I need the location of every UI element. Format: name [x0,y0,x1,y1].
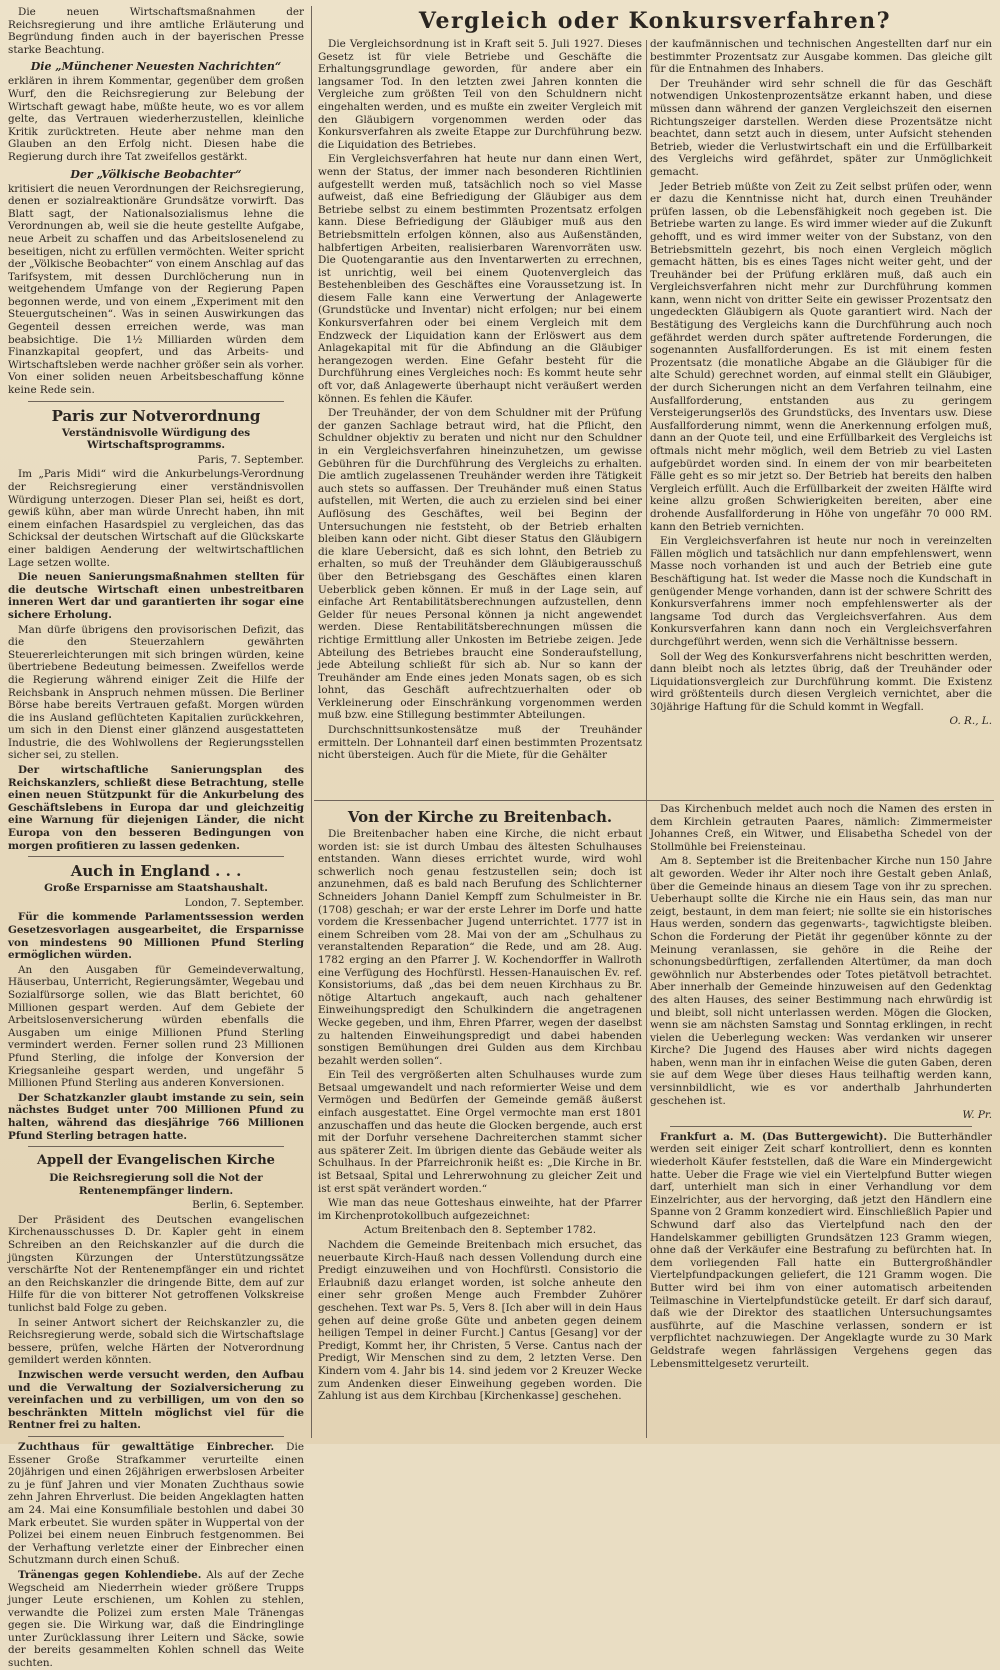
news-item-lead: Zuchthaus für gewalttätige Einbrecher. [18,1440,275,1453]
paris-subheading: Verständnisvolle Würdigung des Wirtschaftsprogramms. [61,426,251,452]
vergleich-paragraph: Der Treuhänder wird sehr schnell die für das Geschäft notwendigen Unkostenprozentsätze erkannt haben, und diese müssen dann während der ganzen Vergleichszeit den eisernen Richtungszeiger darstellen. Werden diese Prozentsätze nicht beachtet, dann setzt auch in diesem, unter Aufsicht stehenden Betrieb, wieder die Verlustwirtschaft ein und die Erfüllbarkeit des Vergleichs wird gefährdet, später zur Unmöglichkeit gemacht. [650,77,992,178]
column-rule [646,40,647,1438]
kirche-actum: Actum Breitenbach den 8. September 1782. [363,1224,597,1237]
vergleich-title-wrap [318,4,992,40]
kirche-paragraph: Am 8. September ist die Breitenbacher Kirche nun 150 Jahre alt geworden. Weder ihr Alter noch ihre Gestalt geben Anlaß, über die Gemeinde hinaus an diesem Tage von ihr zu sprechen. Ueberhaupt sollte die Kirche nie ein Haus sein, das man nur zeigt, bestaunt, in dem man feiert; nie sollte sie ein historisches Haus werden, sondern das gegenwarts-, tagwichtigste bleiben. Schon die Forderung der Pietät ihr gegenüber könnte zu der Meinung veranlassen, sie gehöre in die Reihe der schonungsbedürftigen, zerfallenden Altertümer, da man doch gewöhnlich nur Absterbendes oder Totes pietätvoll betrachtet. Aber innerhalb der Gemeinde hinzuweisen auf den Gedenktag des alten Hauses, des seiner Bestimmung nach ehrwürdig ist und bleibt, soll nicht unterlassen werden. Mögen die Glocken, wenn sie am nächsten Samstag und Sonntag erklingen, in recht vielen die Ueberlegung wecken: Was verdanken wir unserer Kirche? Die Jugend des Hauses aber wird nichts dagegen haben, wenn man ihr in einfachen Weise die guten Gaben, deren sie auf dem Wege über dieses Haus teilhaftig werden kann, versinnbildlicht, wie es vor anderthalb Jahrhunderten geschehen ist. [650,855,992,1107]
paris-dateline: Paris, 7. September. [197,453,304,466]
frankfurt-item [650,1131,992,1370]
news-item-text: Als auf der Zeche Wegscheid am Niederrhein wieder größere Trupps junger Leute erschienen, um Kohlen zu stehlen, verwandte die Polizei zum ersten Male Tränengas gegen sie. Die Wirkung war, daß die Eindringlinge unter Zurücklassung ihrer Leitern und Säcke, sowie der bereits gesammelten Kohlen schnell das Weite suchten. [8,1568,304,1670]
frankfurt-text: Die Butterhändler werden seit einiger Zeit scharf kontrolliert, denn es konnten wiederholt Käufer feststellen, daß die Ware ein Mindergewicht hatte. Ueber die Frage wie viel ein Viertelpfund Butter wiegen darf, unterhielt man sich in einer Verhandlung vor dem Einzelrichter, aus der hervorging, daß jetzt den Händlern eine Spanne von 2 Gramm konzediert wird. Einschließlich Papier und Schwund darf also das Viertelpfund nach den der Handelskammer gebilligten Grundsätzen 123 Gramm wiegen, ohne daß der Verkäufer eine Bestrafung zu befürchten hat. In dem vorliegenden Fall hatte ein Buttergroßhändler Viertelpfundpackungen geliefert, die 121 Gramm wogen. Die Butter wird bei ihm von einer automatisch arbeitenden Teilmaschine in Viertelpfundstücke geteilt. Er darf sich darauf, daß wie der Direktor des staatlichen Untersuchungsamtes ausführte, auf die Maschine verlassen, sondern er ist verpflichtet nachzuwiegen. Der Angeklagte wurde zu 30 Mark Geldstrafe wegen fahrlässigen Vergehens gegen das Lebensmittelgesetz verurteilt. [650,1130,992,1370]
paris-paragraph: Der wirtschaftliche Sanierungsplan des Reichskanzlers, schließt diese Betrachtung, stelle einen neuen Stützpunkt für die Ankurbelung des Geschäftslebens in Europa dar und gleichzeitig eine Warnung für diejenigen Länder, die nicht Europa von den besseren Bedingungen von morgen profitieren zu lassen gedenken. [8,764,304,852]
separator [28,856,284,857]
paris-paragraph: Im „Paris Midi“ wird die Ankurbelungs-Verordnung der Reichsregierung einer verständnisvollen Würdigung unterzogen. Dieser Plan sei, heißt es dort, gewiß kühn, aber man würde Unrecht haben, ihn mit einem einfachen Hasardspiel zu vergleichen, das das Schicksal der deutschen Wirtschaft auf die Glückskarte einer baldigen Aenderung der weltwirtschaftlichen Lage setzen wollte. [8,468,304,569]
frankfurt-lead: Frankfurt a. M. (Das Buttergewicht). [660,1130,888,1143]
vergleich-paragraph: der kaufmännischen und technischen Angestellten darf nur ein bestimmter Prozentsatz zur Ausgabe kommen. Das gleiche gilt für die Entnahmen des Inhabers. [650,38,992,76]
mnn-text: erklären in ihrem Kommentar, gegenüber dem großen Wurf, den die Reichsregierung zur Belebung der Wirtschaft gewagt habe, müßte heute, wo es vor allem gelte, das Vertrauen wiederherzustellen, kleinliche Kritik zurücktreten. Heute aber nehme man den Glauben an den Erfolg nicht. Diesen habe die Regierung durch ihre Tat zweifellos gestärkt. [8,75,304,163]
vb-heading: Der „Völkische Beobachter“ [70,167,242,181]
kirche-column-1 [318,803,642,1438]
vergleich-column-1 [318,38,642,797]
kirche-column-2 [650,803,992,1438]
england-paragraph: An den Ausgaben für Gemeindeverwaltung, Häuserbau, Unterricht, Regierungsämter, Wegebau und Sozialfürsorge sollen, wie das Blatt berichtet, 60 Millionen gespart werden. Auf dem Gebiete der Arbeitslosenversicherung würden ebenfalls die Ausgaben um einige Millionen Pfund Sterling vermindert werden. Ferner sollen rund 23 Millionen Pfund Sterling, die infolge der Konversion der Kriegsanleihe gespart werden, und ungefähr 5 Millionen Pfund Sterling aus anderen Konversionen. [8,963,304,1090]
separator [28,1436,284,1437]
church-appeal-paragraph: Inzwischen werde versucht werden, den Aufbau und die Verwaltung der Sozialversicherung zu vereinfachen und zu verbilligen, um von den so beschränkten Mitteln möglichst viel für die Rentner frei zu halten. [8,1369,304,1432]
left-column [8,6,304,1670]
vb-text: kritisiert die neuen Verordnungen der Reichsregierung, denen er sozialreaktionäre Grundsätze vorwirft. Das Blatt sagt, der Nationalsozialismus lehne die Verordnungen ab, weil sie die heute gestellte Aufgabe, neue Arbeit zu schaffen und das Arbeitslosenelend zu beseitigen, nicht zu erfüllen vermöchten. Weiter spricht der „Völkische Beobachter“ von einem Anschlag auf das Tarifsystem, mit dessen Durchlöcherung nun in weitgehendem Umfange von der Regierung Papen begonnen werde, und von einem „Experiment mit den Steuergutscheinen“. Was in seinen Auswirkungen das Gegenteil dessen erreichen werde, was man beabsichtige. Die 1½ Milliarden würden dem Finanzkapital geopfert, und das Arbeits- und Wirtschaftsleben werde nachher größer sein als vorher. Von einer soliden neuen Arbeitsbeschaffung könne keine Rede sein. [8,182,304,397]
vergleich-paragraph: Soll der Weg des Konkursverfahrens nicht beschritten werden, dann bleibt noch als letztes übrig, daß der Treuhänder oder Liquidationsvergleich zur Durchführung kommt. Die Existenz wird größtenteils durch diesen Vergleich vernichtet, aber die 30jährige Haftung für die Schuld kommt in Wegfall. [650,650,992,713]
church-appeal-dateline: Berlin, 6. September. [192,1199,304,1212]
paris-paragraph: Man dürfe übrigens den provisorischen Defizit, das die den Steuerzahlern gewährten Steuererleichterungen mit sich bringen würden, keine übertriebene Bedeutung beimessen. Zweifellos werde die Regierung während einiger Zeit die Hilfe der Reichsbank in Anspruch nehmen müssen. Die Berliner Börse habe bereits Vertrauen gefaßt. Morgen würden die ins Ausland geflüchteten Kapitalien zurückkehren, um sich in den Dienst einer glänzend ausgestatteten Industrie, die des Wohlwollens der Regierungsstellen sicher sei, zu stellen. [8,623,304,762]
section-rule [314,800,994,801]
separator [28,401,284,402]
separator [28,1146,284,1147]
kirche-paragraph: Die Breitenbacher haben eine Kirche, die nicht erbaut worden ist: sie ist durch Umbau des ältesten Schulhauses entstanden. Wann dieses errichtet wurde, wird wohl schwerlich noch genau festzustellen sein; doch ist anzunehmen, daß es bald nach Berufung des Schlichterner Schneiders Johann Daniel Kempff zum Schulmeister in Br. (1708) geschah; er war der erste Lehrer im Dorfe und hatte vordem die Kressenbacher Jugend unterrichtet. 1777 ist in einem Schreiben vom 28. Mai von der am „Schulhaus zu veranstaltenden Reparation“ die Rede, und am 28. Aug. 1782 erging an den Pfarrer J. W. Kochendorffer in Wallroth eine Verfügung des Hochfürstl. Hessen-Hanauischen Ev. ref. Konsistoriums, daß „das bei dem neuen Kirchhaus zu Br. nötige Altartuch angekauft, auch nach gehaltener Einweihungspredigt den Schulkindern die angetragenen Wecke gegeben, und ihm, Ehren Pfarrer, wegen der daselbst zu haltenden Einweihungspredigt und dabei habenden sonstigen Bemühungen drei Gulden aus dem Kirchbau bezahlt werden sollen“. [318,828,642,1067]
vergleich-signature: O. R., L. [949,715,992,728]
kirche-paragraph: Nachdem die Gemeinde Breitenbach mich ersuchet, das neuerbaute Kirch-Hauß nach dessen Vollendung durch eine Predigt einzuweihen und von Hochfürstl. Consistorio die Erlaubniß dazu erlanget worden, ist solche anheute den einer sehr großen Menge auch Frembder Zuhörer geschehen. Text war Ps. 5, Vers 8. [Ich aber will in dein Haus gehen auf deine große Güte und anbeten gegen deinem heiligen Tempel in deiner Furcht.] Cantus [Gesang] vor der Predigt, Kommt her, ihr Christen, 5 Verse. Cantus nach der Predigt, Wir Menschen sind zu dem, 2 letzten Verse. Den Kindern vom 4. Jahr bis 14. sind jedem vor 2 Kreuzer Wecke zum Andenken dieser Einweihung gegeben worden. Die Zahlung ist aus dem Kirchbau [Kirchenkasse] geschehen. [318,1239,642,1403]
column-rule [311,6,312,1438]
paris-heading: Paris zur Notverordnung [51,406,261,425]
news-item [8,1441,304,1567]
kirche-title: Von der Kirche zu Breitenbach. [347,808,613,826]
kirche-paragraph: Das Kirchenbuch meldet auch noch die Namen des ersten in dem Kirchlein getrauten Paares, nämlich: Zimmermeister Johannes Creß, ein Witwer, und Elisabetha Schedel von der Stollmühle bei Freiensteinau. [650,803,992,853]
church-appeal-subheading: Die Reichsregierung soll die Not der Rentenempfänger lindern. [49,1172,263,1197]
england-paragraph: Für die kommende Parlamentssession werden Gesetzesvorlagen ausgearbeitet, die Ersparnisse von mindestens 90 Millionen Pfund Sterling ermöglichen würden. [8,911,304,962]
england-heading: Auch in England . . . [70,862,242,881]
church-appeal-heading: Appell der Evangelischen Kirche [37,1153,275,1169]
vergleich-paragraph: Der Treuhänder, der von dem Schuldner mit der Prüfung der ganzen Sachlage betraut wird, hat die Pflicht, den Schuldner objektiv zu beraten und nicht nur den Schuldner in ein Vergleichsverfahren hineinzuhetzen, um gewisse Gebühren für die Durchführung des Vergleichs zu erhalten. Die amtlich zugelassenen Treuhänder werden ihre Tätigkeit auch stets so auffassen. Der Treuhänder muß einen Status aufstellen, mit Werten, die auch zu erzielen sind bei einer Auflösung des Geschäftes, weil bei Beginn der Untersuchungen nie feststeht, ob der Betrieb erhalten bleiben kann oder nicht. Gibt dieser Status den Gläubigern die klare Uebersicht, daß es sich lohnt, den Betrieb zu erhalten, so muß der Treuhänder dem Gläubigerausschuß über den Betriebsgang des Geschäftes einen klaren Ueberblick geben können. Er muß in der Lage sein, auf einfache Art Rentabilitätsberechnungen aufzustellen, denn Gelder für neues Personal können ja nicht angewendet werden. Diese Rentabilitätsberechnungen müssen die richtige Ermittlung aller Unkosten im Betriebe zeigen. Jede Abteilung des Betriebes braucht eine Sonderaufstellung, jede Abteilung schließt für sich ab. Nur so kann der Treuhänder am Ende eines jeden Monats sagen, ob es sich lohnt, das Geschäft aufrechtzuerhalten oder ob Verkleinerung oder Einschränkung vorgenommen werden muß bzw. eine Stillegung bestimmter Abteilungen. [318,407,642,722]
mnn-heading: Die „Münchener Neuesten Nachrichten“ [30,60,282,74]
news-item-text: Die Essener Große Strafkammer verurteilte einen 20jährigen und einen 26jährigen erwerbslosen Arbeiter zu je fünf Jahren und vier Monaten Zuchthaus sowie zehn Jahren Ehrverlust. Die beiden Angeklagten hatten am 24. Mai eine Konsumfiliale bestohlen und dabei 30 Mark erbeutet. Sie wurden später in Wuppertal von der Polizei bei einem neuen Einbruch festgenommen. Bei der Verhaftung verletzte einer der Einbrecher einen Schutzmann durch einen Schuß. [8,1440,304,1567]
paris-paragraph: Die neuen Sanierungsmaßnahmen stellten für die deutsche Wirtschaft einen unbestreitbaren inneren Wert dar und garantierten ihr sogar eine sichere Erholung. [8,571,304,621]
press-intro: Die neuen Wirtschaftsmaßnahmen der Reichsregierung und ihre amtliche Erläuterung und Begründung finden auch in der bayerischen Presse starke Beachtung. [8,6,304,56]
separator [670,1126,972,1127]
church-appeal-paragraph: Der Präsident des Deutschen evangelischen Kirchenausschusses D. Dr. Kapler geht in einem Schreiben an den Reichskanzler auf die durch die jüngsten Kürzungen der Unterstützungssätze verschärfte Not der Rentenempfänger ein und richtet an den Reichskanzler die dringende Bitte, dem auf zur Hilfe für die von bitterer Not getroffenen Volkskreise tunlichst bald Folge zu geben. [8,1213,304,1315]
vergleich-column-2 [650,38,992,797]
vergleich-paragraph: Ein Vergleichsverfahren hat heute nur dann einen Wert, wenn der Status, der immer nach besonderen Richtlinien aufgestellt werden muß, tatsächlich noch so viel Masse aufweist, daß eine Befriedigung der Gläubiger aus dem Betriebe selbst zu einem bestimmten Prozentsatz erfolgen kann. Diese Befriedigung der Gläubiger muß aus den Betriebsmitteln erfolgen können, also aus Außenständen, halbfertigen Arbeiten, realisierbaren Warenvorräten usw. Die Quotengarantie aus den Inventarwerten zu errechnen, ist unrichtig, weil bei einem Quotenvergleich das Bestehenbleiben des Geschäftes eine Voraussetzung ist. In diesem Falle kann eine Verwertung der Anlagewerte (Grundstücke und Inventar) nicht erfolgen; nur bei einem Konkursverfahren oder bei einem Vergleich mit dem Endzweck der Liquidation kann der Erlöswert aus dem Anlagekapital mit für die Abfindung an die Gläubiger herangezogen werden. Eine Gefahr besteht für die Durchführung eines Vergleiches noch: Es kommt heute sehr oft vor, daß Anlagewerte überhaupt nicht veräußert werden können. Es fehlen die Käufer. [318,153,642,405]
vergleich-title: Vergleich oder Konkursverfahren? [418,8,892,34]
england-subheading: Große Ersparnisse am Staatshaushalt. [44,882,268,895]
news-item-lead: Tränengas gegen Kohlendiebe. [18,1568,202,1581]
kirche-paragraph: Wie man das neue Gotteshaus einweihte, hat der Pfarrer im Kirchenprotokollbuch aufgezeichnet: [318,1197,642,1222]
kirche-paragraph: Ein Teil des vergrößerten alten Schulhauses wurde zum Betsaal umgewandelt und nach reformierter Weise und dem Vermögen und Bedürfen der Gemeinde gemäß äußerst einfach ausgestattet. Eine Orgel vermochte man erst 1801 anzuschaffen und das heute die Glocken bergende, auch erst mit der Dorfuhr versehene Dachreiterchen stammt sicher aus späterer Zeit. Im übrigen diente das Gebäude weiter als Schulhaus. In der Pfarreichronik heißt es: „Die Kirche in Br. ist Betsaal, Spital und Lehrerwohnung zu gleicher Zeit und ist erst spät verändert worden.“ [318,1069,642,1195]
news-item [8,1569,304,1670]
england-dateline: London, 7. September. [184,896,304,909]
vergleich-paragraph: Die Vergleichsordnung ist in Kraft seit 5. Juli 1927. Dieses Gesetz ist für viele Betriebe und Geschäfte die Erhaltungsgrundlage geworden, für andere aber ein langsamer Tod. In den letzten zwei Jahren konnten die Vergleiche zum größten Teil von den Schuldnern nicht eingehalten werden, und es mußte ein zweiter Vergleich mit den Gläubigern vorgenommen werden oder das Konkursverfahren als zweite Etappe zur Durchführung bezw. die Liquidation des Betriebes. [318,38,642,151]
vergleich-paragraph: Durchschnittsunkostensätze muß der Treuhänder ermitteln. Der Lohnanteil darf einen bestimmten Prozentsatz nicht übersteigen. Auch für die Miete, für die Gehälter [318,724,642,762]
church-appeal-paragraph: In seiner Antwort sichert der Reichskanzler zu, die Reichsregierung werde, sobald sich die Wirtschaftslage bessere, prüfen, welche Härten der Notverordnung gemildert werden könnten. [8,1316,304,1367]
kirche-signature: W. Pr. [962,1109,992,1122]
england-paragraph: Der Schatzkanzler glaubt imstande zu sein, sein nächstes Budget unter 700 Millionen Pfund zu halten, während das diesjährige 766 Millionen Pfund Sterling betragen hatte. [8,1091,304,1142]
vergleich-paragraph: Ein Vergleichsverfahren ist heute nur noch in vereinzelten Fällen möglich und tatsächlich nur dann empfehlenswert, wenn Masse noch vorhanden ist und auch der Betrieb eine gute Beschäftigung hat. Ist weder die Masse noch die Kundschaft in genügender Menge vorhanden, dann ist der schwere Schritt des Konkursverfahrens immer noch empfehlenswerter als der langsame Tod durch das Vergleichsverfahren. Aus dem Konkursverfahren kann dann noch ein Vergleichsverfahren durchgeführt werden, wenn sich die Verhältnisse bessern. [650,535,992,648]
vergleich-paragraph: Jeder Betrieb müßte von Zeit zu Zeit selbst prüfen oder, wenn er dazu die Kenntnisse nicht hat, durch einen Treuhänder prüfen lassen, ob die Lebensfähigkeit noch gegeben ist. Die Betriebe warten zu lange. Es wird immer wieder auf die Zukunft gehofft, und es wird immer weiter von der Substanz, von den Betriebsmitteln gezehrt, bis noch einen Vergleich möglich gemacht hätten, bis es eines Tages nicht weiter geht, und der Treuhänder bei der Prüfung erklären muß, daß auch ein Vergleichsverfahren nicht mehr zur Durchführung kommen kann, wenn nicht von dritter Seite ein gewisser Prozentsatz den ungedeckten Gläubigern als Quote garantiert wird. Nach der Bestätigung des Vergleichs kann die Durchführung auch noch gefährdet werden durch später auftretende Forderungen, die sogenannten Ausfallforderungen. Es ist mit einem festen Prozentsatz (die monatliche Abgabe an die Gläubiger für die alte Schuld) gerechnet worden, auf einmal stellt ein Gläubiger, der durch Sicherungen nicht an dem Verfahren teilnahm, eine Ausfallforderung, entstanden aus zu geringem Versteigerungserlös des Grundstücks, des Inventars usw. Diese Ausfallforderung nimmt, wenn die Anerkennung erfolgen muß, dann an der Quote teil, und eine Erfüllbarkeit des Vergleichs ist oftmals nicht mehr möglich, weil dem Betrieb zu viel Lasten aufgebürdet worden sind. In einem der von mir bearbeiteten Fälle geht es so mir jetzt so. Der Betrieb hat bereits den halben Vergleich erfüllt. Auch die Erfüllbarkeit der zweiten Hälfte wird keine allzu großen Schwierigkeiten bereiten, aber eine drohende Ausfallforderung in Höhe von ungefähr 70 000 RM. kann den Betrieb vernichten. [650,180,992,533]
